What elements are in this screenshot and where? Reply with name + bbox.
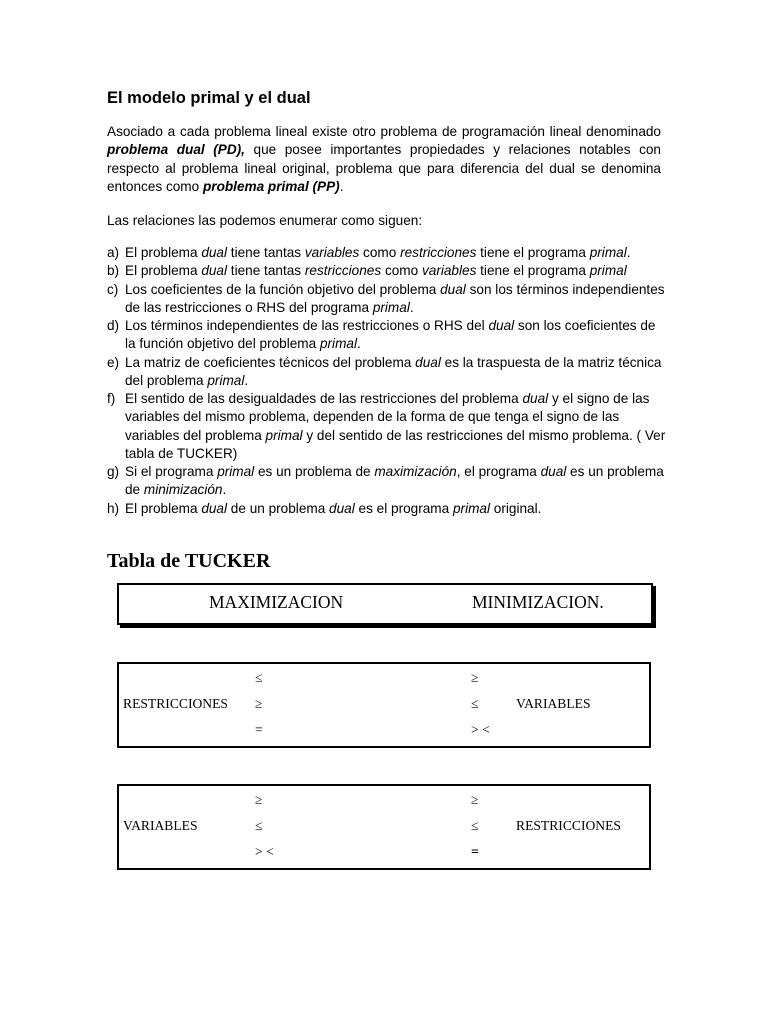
item-emphasis: primal — [372, 299, 410, 315]
intro-term-dual: problema dual (PD), — [107, 142, 245, 158]
item-emphasis: dual — [201, 245, 228, 260]
table2-right-label: RESTRICCIONES — [516, 818, 621, 833]
intro-paragraph — [107, 123, 661, 196]
list-marker: a) — [107, 245, 120, 260]
item-emphasis: dual — [440, 281, 466, 297]
tucker-table-variables — [117, 784, 651, 870]
table1-left-label: RESTRICCIONES — [123, 696, 228, 711]
table1-right-label: VARIABLES — [516, 696, 591, 711]
item-text: El problema — [125, 263, 202, 279]
table2-right-symbol: ≥ — [471, 792, 479, 807]
table2-left-symbol: ≥ — [255, 792, 263, 807]
table2-left-symbol: > < — [255, 844, 274, 859]
item-text: original. — [490, 500, 542, 516]
item-text: y el signo de las variables del mismo problema, dependen de la forma de que tenga el signo de las variables del problema — [125, 391, 650, 443]
item-text: Si el programa — [125, 464, 218, 479]
header-maximizacion: MAXIMIZACION — [209, 592, 344, 612]
list-item — [107, 244, 667, 262]
item-emphasis: primal — [265, 427, 303, 443]
list-marker: c) — [107, 281, 119, 297]
list-marker: h) — [107, 500, 120, 516]
item-emphasis: primal — [207, 372, 245, 388]
table1-right-symbol: ≤ — [471, 696, 479, 711]
item-emphasis: variables — [421, 263, 477, 279]
list-item — [107, 354, 667, 391]
table2-right-symbol: ≤ — [471, 818, 479, 833]
item-text: es un problema de — [254, 464, 375, 479]
item-text: como — [381, 263, 422, 279]
list-item — [107, 463, 667, 500]
item-text: tiene el programa — [476, 263, 590, 279]
table1-left-symbol: = — [255, 722, 263, 737]
item-text: Los coeficientes de la función objetivo del problema — [125, 281, 441, 297]
item-text: y del sentido de las restricciones del mismo problema. ( Ver tabla de TUCKER) — [125, 427, 666, 461]
item-text: El problema — [125, 245, 202, 260]
item-emphasis: primal — [217, 464, 255, 479]
list-marker: d) — [107, 318, 120, 333]
intro-text-3: . — [339, 178, 344, 194]
item-emphasis: dual — [201, 500, 228, 516]
item-emphasis: variables — [304, 245, 360, 260]
table2-left-label: VARIABLES — [123, 818, 198, 833]
item-text: . — [244, 372, 249, 388]
item-emphasis: minimización — [143, 482, 223, 498]
item-text: como — [359, 245, 401, 260]
table1-right-symbol: > < — [471, 722, 490, 737]
item-emphasis: primal — [589, 263, 627, 279]
item-emphasis: dual — [201, 263, 228, 279]
item-emphasis: primal — [452, 500, 490, 516]
item-text: tiene el programa — [476, 245, 590, 260]
item-text: El sentido de las desigualdades de las restricciones del problema — [125, 391, 523, 406]
item-text: . — [356, 336, 361, 352]
item-emphasis: restricciones — [400, 245, 477, 260]
item-text: . — [626, 245, 631, 260]
table2-left-symbol: ≤ — [255, 818, 263, 833]
item-text: de un problema — [227, 500, 330, 516]
intro-term-primal: problema primal (PP) — [202, 178, 340, 194]
section-heading: El modelo primal y el dual — [107, 89, 311, 107]
list-item — [107, 500, 667, 518]
item-text: tiene tantas — [227, 245, 305, 260]
tucker-title: Tabla de TUCKER — [107, 550, 271, 572]
list-marker: f) — [107, 391, 116, 406]
item-emphasis: dual — [488, 318, 515, 333]
item-emphasis: maximización — [374, 464, 457, 479]
table1-left-symbol: ≥ — [255, 696, 263, 711]
list-item — [107, 281, 667, 318]
item-text: son los términos independientes de las restricciones o RHS del programa — [125, 281, 665, 315]
item-text: es un problema de — [125, 464, 664, 498]
list-marker: g) — [107, 464, 120, 479]
intro-text-1: Asociado a cada problema lineal existe otro problema de programación lineal denominado — [107, 124, 661, 139]
item-emphasis: primal — [589, 245, 627, 260]
header-minimizacion: MINIMIZACION. — [472, 592, 604, 612]
item-text: . — [409, 299, 414, 315]
list-item — [107, 390, 667, 463]
list-item — [107, 262, 667, 280]
item-text: , el programa — [456, 464, 541, 479]
item-text: La matriz de coeficientes técnicos del problema — [125, 354, 416, 370]
relations-list — [107, 244, 667, 518]
item-emphasis: dual — [540, 464, 567, 479]
item-text: son los coeficientes de la función objetivo del problema — [125, 318, 656, 352]
intro-text-2: que posee importantes propiedades y relaciones notables con respecto al problema lineal original, problema que para diferencia del dual se denomina entonces como — [107, 142, 661, 194]
item-text: . — [222, 482, 227, 498]
item-text: tiene tantas — [227, 263, 305, 279]
list-marker: b) — [107, 263, 120, 279]
table2-right-symbol: = — [471, 844, 479, 859]
item-text: Los términos independientes de las restricciones o RHS del — [125, 318, 489, 333]
item-text: es la traspuesta de la matriz técnica del problema — [125, 354, 662, 388]
item-emphasis: dual — [415, 354, 441, 370]
item-text: El problema — [125, 500, 202, 516]
item-emphasis: primal — [319, 336, 357, 352]
item-emphasis: restricciones — [304, 263, 382, 279]
item-text: es el programa — [354, 500, 453, 516]
list-marker: e) — [107, 354, 120, 370]
table1-left-symbol: ≤ — [255, 670, 263, 685]
item-emphasis: dual — [329, 500, 355, 516]
tucker-header-box — [117, 583, 653, 625]
relations-intro: Las relaciones las podemos enumerar como siguen: — [107, 213, 423, 228]
list-item — [107, 317, 667, 354]
table1-right-symbol: ≥ — [471, 670, 479, 685]
item-emphasis: dual — [522, 391, 549, 406]
tucker-table-restricciones — [117, 662, 651, 748]
